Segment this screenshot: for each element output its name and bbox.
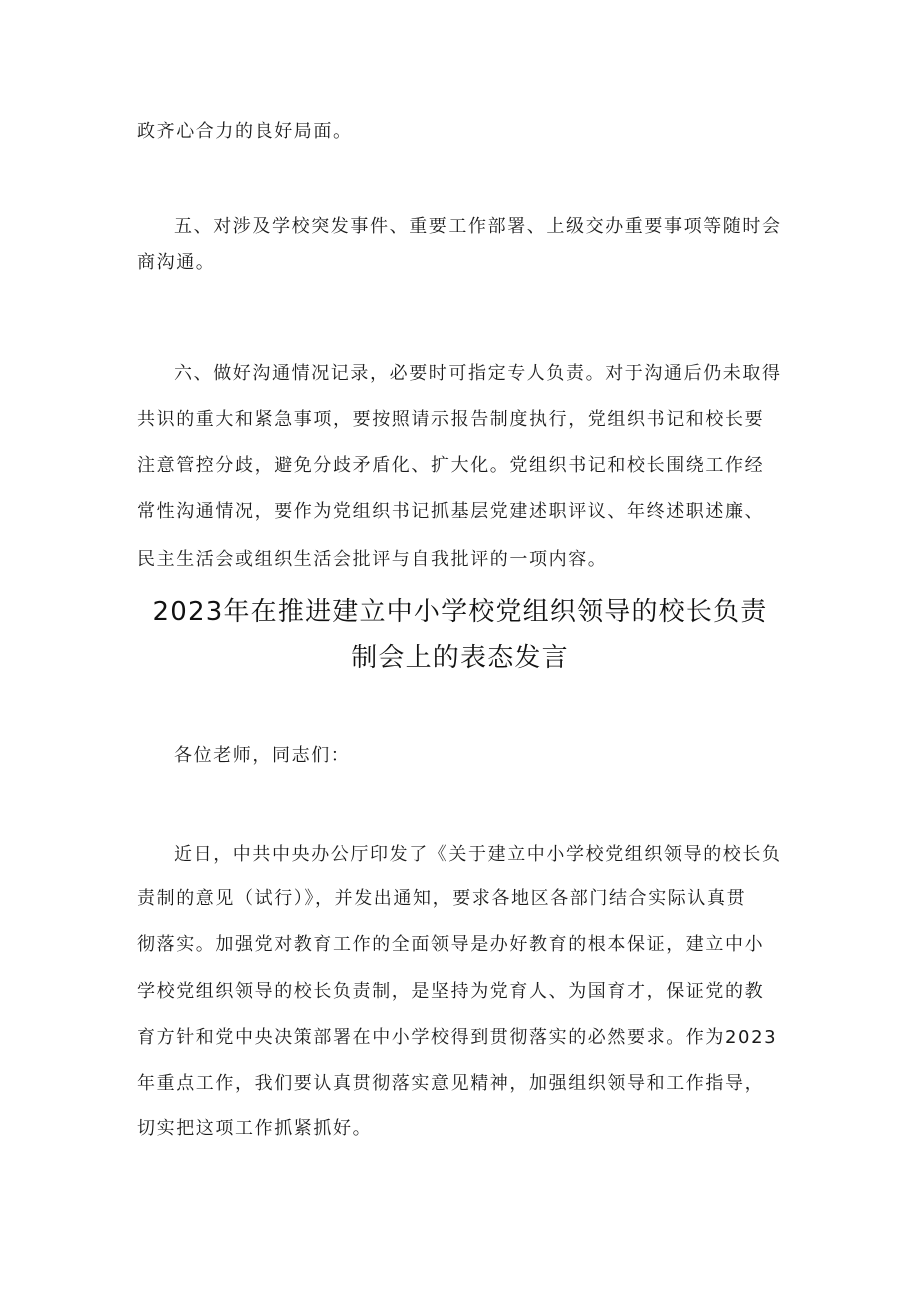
item6-line-3: 注意管控分歧，避免分歧矛盾化、扩大化。党组织书记和校长围绕工作经 bbox=[137, 455, 765, 476]
body-line-3: 彻落实。加强党对教育工作的全面领导是办好教育的根本保证，建立中小 bbox=[137, 934, 765, 955]
speech-title-line-1: 2023年在推进建立中小学校党组织领导的校长负责 bbox=[152, 597, 768, 627]
item6-line-1: 六、做好沟通情况记录，必要时可指定专人负责。对于沟通后仍未取得 bbox=[174, 363, 782, 384]
salutation: 各位老师，同志们： bbox=[174, 745, 351, 766]
body-line-1: 近日，中共中央办公厅印发了《关于建立中小学校党组织领导的校长负 bbox=[174, 844, 782, 865]
item6-line-4: 常性沟通情况，要作为党组织书记抓基层党建述职评议、年终述职述廉、 bbox=[137, 501, 765, 522]
body-line-7: 切实把这项工作抓紧抓好。 bbox=[137, 1118, 373, 1139]
body-line-2: 责制的意见（试行）》，并发出通知，要求各地区各部门结合实际认真贯 bbox=[137, 888, 747, 909]
body-line-5: 育方针和党中央决策部署在中小学校得到贯彻落实的必然要求。作为2023 bbox=[137, 1027, 778, 1048]
item5-line-2: 商沟通。 bbox=[137, 252, 216, 273]
item6-line-2: 共识的重大和紧急事项，要按照请示报告制度执行，党组织书记和校长要 bbox=[137, 409, 765, 430]
item5-line-1: 五、对涉及学校突发事件、重要工作部署、上级交办重要事项等随时会 bbox=[174, 216, 782, 237]
body-line-4: 学校党组织领导的校长负责制，是坚持为党育人、为国育才，保证党的教 bbox=[137, 981, 765, 1002]
item6-line-5: 民主生活会或组织生活会批评与自我批评的一项内容。 bbox=[137, 549, 608, 570]
body-line-6: 年重点工作，我们要认真贯彻落实意见精神，加强组织领导和工作指导， bbox=[137, 1073, 765, 1094]
paragraph-fragment: 政齐心合力的良好局面。 bbox=[137, 121, 353, 142]
speech-title-line-2: 制会上的表态发言 bbox=[351, 643, 569, 673]
